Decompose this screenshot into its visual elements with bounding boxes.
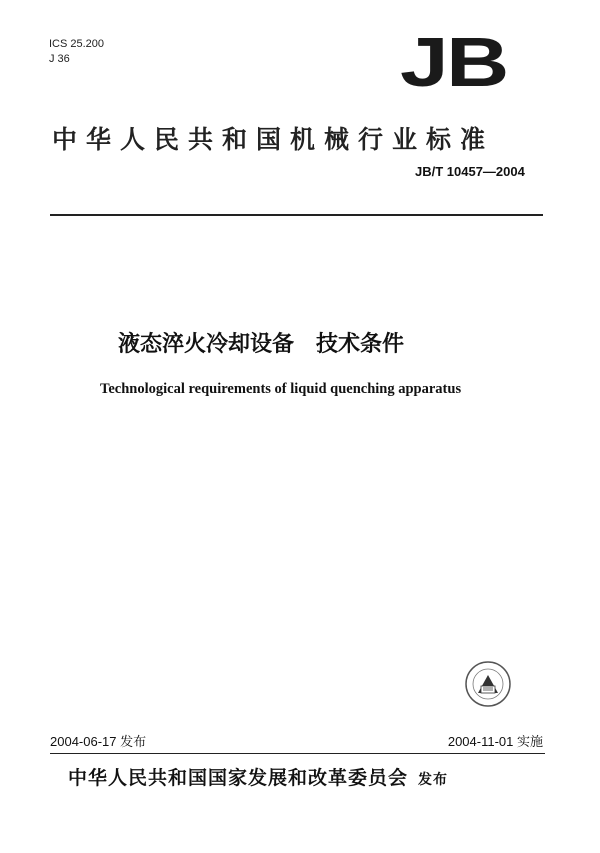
issuing-authority	[68, 763, 448, 790]
jb-logo: JB	[400, 23, 507, 101]
document-title-cn-part1: 液态淬火冷却设备	[118, 332, 295, 357]
document-title-cn-part2: 技术条件	[316, 332, 405, 357]
issue-date: 2004-06-17 发布	[50, 734, 147, 749]
document-title-en: Technological requirements of liquid quenching apparatus	[100, 381, 462, 397]
document-title-cn	[118, 327, 404, 358]
issuer-name: 中华人民共和国国家发展和改革委员会	[68, 767, 409, 789]
publisher-seal-icon	[464, 660, 512, 708]
implementation-date: 2004-11-01 实施	[447, 734, 543, 749]
standard-number: JB/T 10457—2004	[415, 164, 525, 179]
issuer-suffix: 发布	[418, 772, 449, 788]
footer-divider	[50, 753, 545, 754]
ics-code: ICS 25.200	[49, 38, 105, 50]
header-divider	[50, 214, 543, 216]
ccs-code: J 36	[49, 53, 70, 65]
standard-category-title: 中华人民共和国机械行业标准	[52, 125, 495, 154]
